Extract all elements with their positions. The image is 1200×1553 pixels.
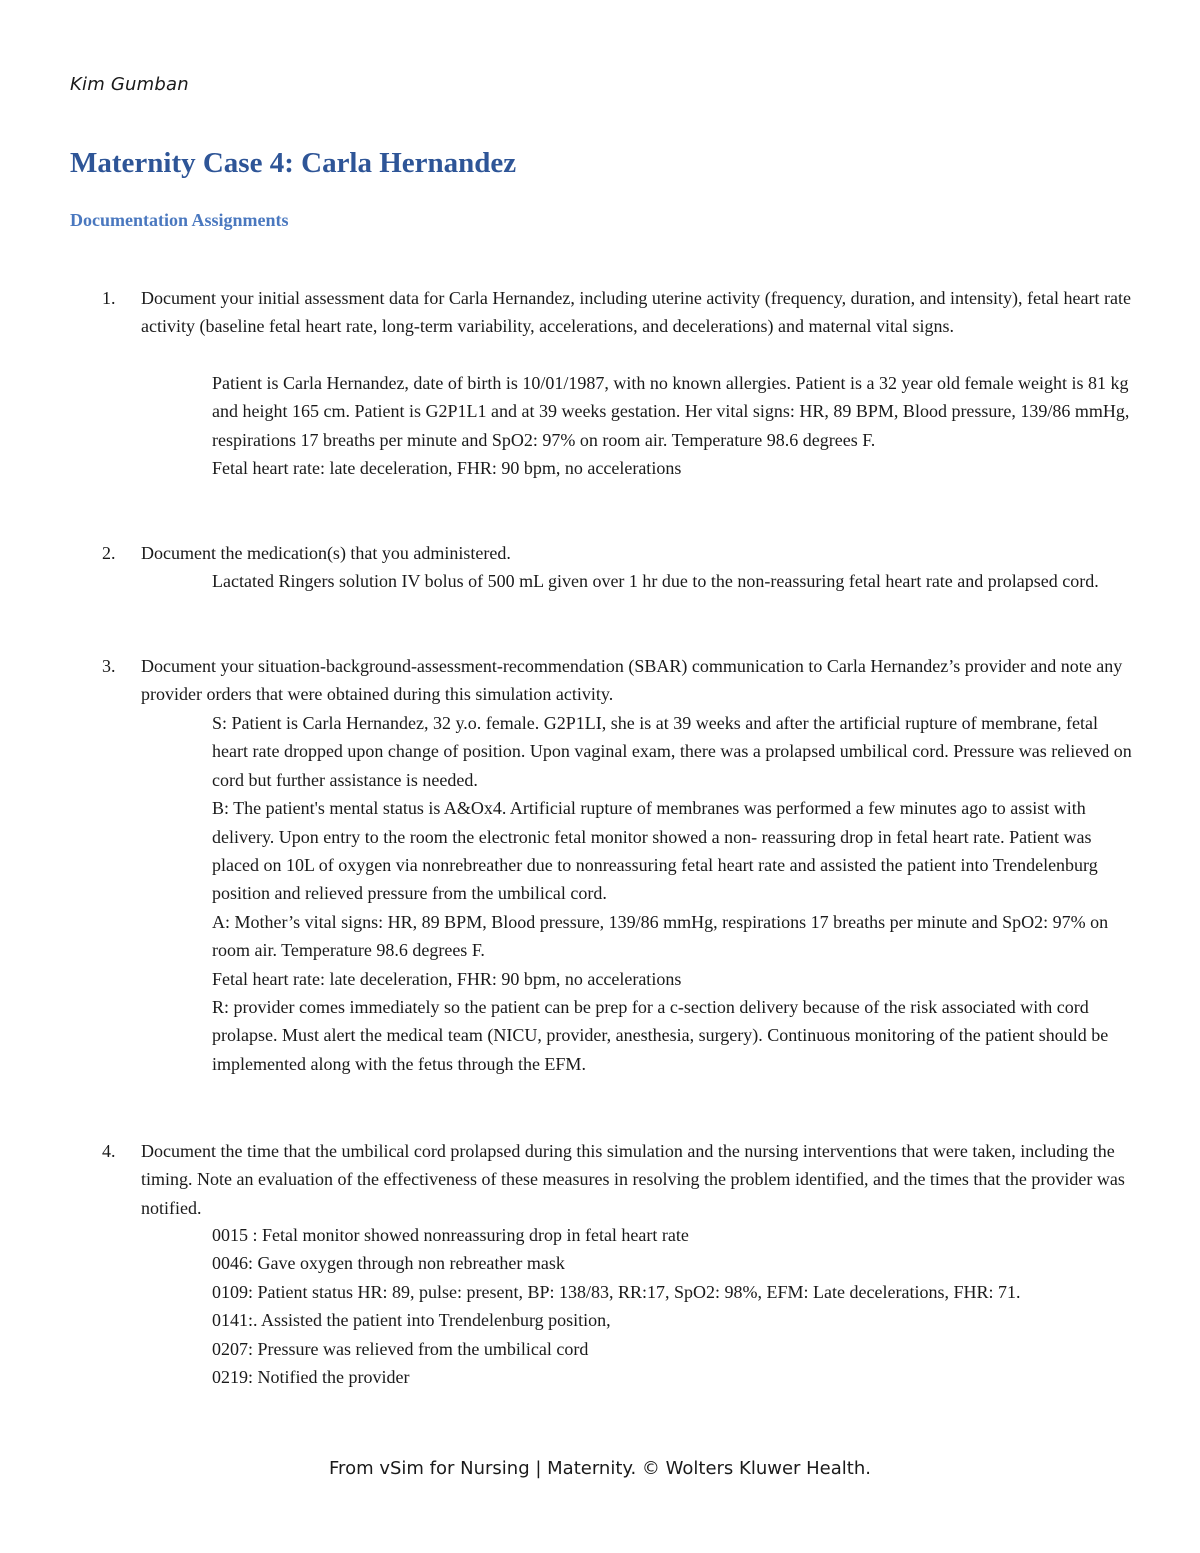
item-prompt: Document your situation-background-assessment-recommendation (SBAR) communication to Carla Hernandez’s provider and note any provider orders that were obtained during this simulation activity. xyxy=(141,656,1123,705)
answer-line: Patient is Carla Hernandez, date of birth is 10/01/1987, with no known allergies. Patient is a 32 year old female weight is 81 kg and height 165 cm. Patient is G2P1L1 and at 39 weeks gestation. Her vital signs: HR, 89 BPM, Blood pressure, 139/86 mmHg, respirations 17 breaths per minute and SpO2: 97% on room air. Temperature 98.6 degrees F. xyxy=(212,373,1130,450)
sbar-background: B: The patient's mental status is A&Ox4. Artificial rupture of membranes was performed a few minutes ago to assist with delivery. Upon entry to the room the electronic fetal monitor showed a non- reassuring drop in fetal heart rate. Patient was placed on 10L of oxygen via nonrebreather due to nonreassuring fetal heart rate and assisted the patient into Trendelenburg position and relieved pressure from the umbilical cord. xyxy=(212,798,1098,904)
timeline-entry: 0015 : Fetal monitor showed nonreassuring drop in fetal heart rate xyxy=(212,1225,689,1245)
item-prompt: Document the time that the umbilical cord prolapsed during this simulation and the nursing interventions that were taken, including the timing. Note an evaluation of the effectiveness of these measures in resolving the problem identified, and the times that the provider was notified. xyxy=(141,1141,1125,1218)
timeline-entry: 0109: Patient status HR: 89, pulse: present, BP: 138/83, RR:17, SpO2: 98%, EFM: Late decelerations, FHR: 71. xyxy=(212,1281,1021,1302)
timeline-entry: 0046: Gave oxygen through non rebreather mask xyxy=(212,1253,565,1274)
section-heading: Documentation Assignments xyxy=(70,210,289,230)
timeline-entry: 0219: Notified the provider xyxy=(212,1367,410,1388)
answer-line: Lactated Ringers solution IV bolus of 500 mL given over 1 hr due to the non-reassuring fetal heart rate and prolapsed cord. xyxy=(212,571,1099,591)
sbar-assessment: A: Mother’s vital signs: HR, 89 BPM, Blood pressure, 139/86 mmHg, respirations 17 breaths per minute and SpO2: 97% on room air. Temperature 98.6 degrees F. xyxy=(212,911,1109,961)
item-answers-3 xyxy=(212,709,1137,1078)
timeline-entry: 0141:. Assisted the patient into Trendelenburg position, xyxy=(212,1310,611,1331)
item-number: 4. xyxy=(102,1141,116,1161)
page-footer: From vSim for Nursing | Maternity. © Wolters Kluwer Health. xyxy=(329,1458,871,1479)
item-number: 1. xyxy=(102,288,116,308)
sbar-recommendation: R: provider comes immediately so the patient can be prep for a c-section delivery because of the risk associated with cord prolapse. Must alert the medical team (NICU, provider, anesthesia, surgery). Continuous monitoring of the patient should be implemented along with the fetus through the EFM. xyxy=(212,997,1109,1074)
item-number: 2. xyxy=(102,543,116,563)
sbar-situation: S: Patient is Carla Hernandez, 32 y.o. female. G2P1LI, she is at 39 weeks and after the artificial rupture of membrane, fetal heart rate dropped upon change of position. Upon vaginal exam, there was a prolapsed umbilical cord. Pressure was relieved on cord but further assistance is needed. xyxy=(212,713,1132,790)
item-number: 3. xyxy=(102,656,116,676)
item-answers-2 xyxy=(212,567,1112,595)
timeline-entry: 0207: Pressure was relieved from the umbilical cord xyxy=(212,1338,589,1359)
page-title: Maternity Case 4: Carla Hernandez xyxy=(70,147,517,179)
sbar-fetal-heart-rate: Fetal heart rate: late deceleration, FHR: 90 bpm, no accelerations xyxy=(212,968,682,989)
item-prompt: Document your initial assessment data for Carla Hernandez, including uterine activity (frequency, duration, and intensity), fetal heart rate activity (baseline fetal heart rate, long-term variability, accelerations, and decelerations) and maternal vital signs. xyxy=(141,288,1131,337)
item-prompt: Document the medication(s) that you administered. xyxy=(141,543,511,563)
answer-line: Fetal heart rate: late deceleration, FHR: 90 bpm, no accelerations xyxy=(212,458,682,479)
author-name: Kim Gumban xyxy=(70,74,189,95)
item-answers-4 xyxy=(212,1221,1112,1391)
item-answers-1 xyxy=(212,369,1132,483)
